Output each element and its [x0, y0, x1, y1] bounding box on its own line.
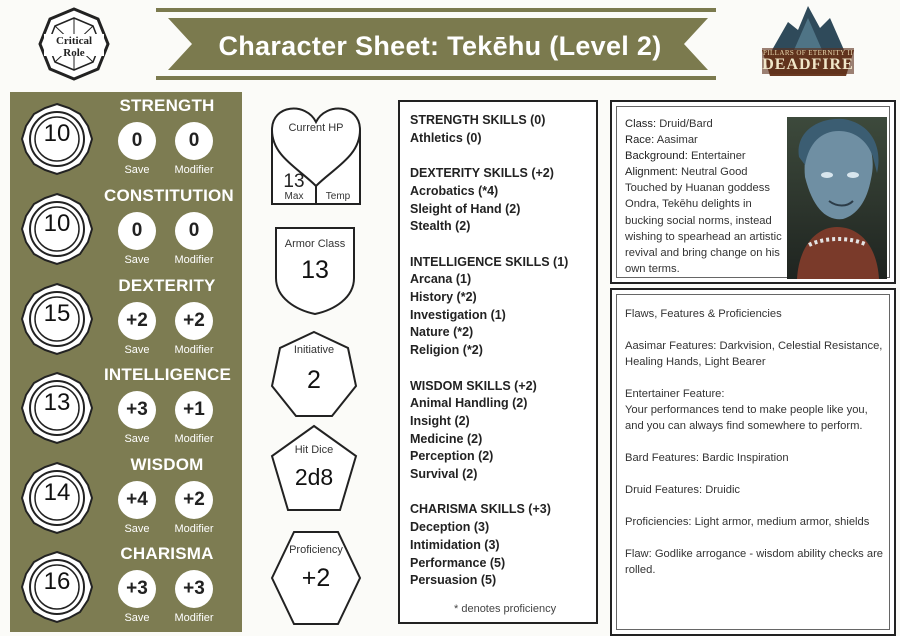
modifier-caption: Modifier	[174, 254, 214, 266]
character-portrait	[787, 117, 887, 279]
skill-item: Persuasion (5)	[410, 573, 497, 588]
deadfire-logo-title: DEADFIRE	[762, 56, 854, 73]
skill-group-heading: INTELLIGENCE SKILLS (1)	[410, 254, 569, 269]
features-text	[625, 306, 887, 578]
save-caption: Save	[124, 254, 150, 266]
armor-class-shield	[274, 226, 356, 316]
current-hp-heart	[268, 100, 364, 206]
save-value: +3	[118, 570, 156, 608]
ability-row-wisdom	[10, 455, 242, 543]
save-caption: Save	[124, 433, 150, 445]
skill-item: Nature (*2)	[410, 325, 474, 340]
skill-item: Insight (2)	[410, 413, 470, 428]
ability-score: 14	[43, 479, 71, 506]
ability-row-constitution	[10, 186, 242, 274]
bio-alignment: Alignment: Neutral Good	[625, 166, 748, 179]
ability-score: 10	[43, 120, 71, 147]
skill-group	[410, 112, 592, 147]
features-box	[610, 288, 896, 636]
skill-item: Athletics (0)	[410, 130, 482, 145]
skill-item: Performance (5)	[410, 555, 506, 570]
save-value: +2	[118, 302, 156, 340]
features-inner-frame	[616, 294, 890, 630]
modifier-caption: Modifier	[174, 612, 214, 624]
modifier-caption: Modifier	[174, 433, 214, 445]
skill-item: Perception (2)	[410, 449, 494, 464]
skill-item: Intimidation (3)	[410, 537, 500, 552]
aasimar-features: Aasimar Features: Darkvision, Celestial Resistance, Healing Hands, Light Bearer	[625, 340, 883, 368]
modifier-caption: Modifier	[174, 164, 214, 176]
save-caption: Save	[124, 344, 150, 356]
skill-item: Medicine (2)	[410, 431, 483, 446]
hp-max-label: Max	[284, 191, 304, 202]
ability-name: CHARISMA	[120, 544, 214, 563]
skill-item: History (*2)	[410, 290, 477, 304]
title-rule-bottom	[156, 76, 716, 80]
features-title: Flaws, Features & Proficiencies	[625, 308, 782, 320]
save-caption: Save	[124, 523, 150, 535]
skill-group-heading: CHARISMA SKILLS (+3)	[410, 502, 551, 517]
modifier-value: +1	[175, 391, 213, 429]
hp-temp-label: Temp	[325, 191, 351, 202]
ability-row-dexterity	[10, 276, 242, 364]
skill-item: Animal Handling (2)	[410, 396, 528, 411]
title-rule-top	[156, 8, 716, 12]
character-bio-box	[610, 100, 896, 284]
initiative-heptagon	[270, 330, 358, 420]
skills-list	[410, 112, 592, 608]
save-caption: Save	[124, 164, 150, 176]
bio-description: Touched by Huanan goddess Ondra, Tekēhu delights in bucking social norms, instead wishing to spearhead an artistic revival and bring change on his own terms.	[625, 182, 782, 275]
save-value: +3	[118, 391, 156, 429]
skill-item: Stealth (2)	[410, 219, 471, 234]
initiative-value: 2	[307, 366, 321, 394]
modifier-value: +2	[175, 481, 213, 519]
skill-item: Investigation (1)	[410, 307, 506, 322]
ability-scores-panel	[10, 92, 242, 632]
skill-item: Arcana (1)	[410, 272, 472, 287]
skill-group	[410, 165, 592, 236]
ability-name: CONSTITUTION	[104, 186, 234, 205]
skill-item: Religion (*2)	[410, 343, 483, 358]
skill-group	[410, 501, 592, 590]
druid-features: Druid Features: Druidic	[625, 484, 741, 496]
bio-text	[625, 116, 785, 277]
ability-row-charisma	[10, 544, 242, 632]
skill-item: Survival (2)	[410, 467, 478, 482]
ability-name: STRENGTH	[119, 96, 215, 115]
ability-row-intelligence	[10, 365, 242, 453]
save-value: 0	[118, 122, 156, 160]
skill-item: Deception (3)	[410, 520, 490, 535]
critical-role-logo	[38, 6, 110, 82]
skills-footnote: * denotes proficiency	[454, 603, 557, 615]
modifier-value: +3	[175, 570, 213, 608]
bio-inner-frame	[616, 106, 890, 278]
modifier-value: 0	[175, 212, 213, 250]
bio-background: Background: Entertainer	[625, 150, 746, 163]
hit-dice-label: Hit Dice	[294, 444, 334, 456]
save-value: +4	[118, 481, 156, 519]
ability-name: DEXTERITY	[118, 276, 216, 295]
deadfire-logo-subtitle: PILLARS OF ETERNITY II	[762, 49, 853, 57]
ability-score: 16	[43, 568, 71, 595]
modifier-caption: Modifier	[174, 344, 214, 356]
bio-class: Class: Druid/Bard	[625, 118, 713, 130]
hit-dice-pentagon	[270, 424, 358, 512]
proficiencies: Proficiencies: Light armor, medium armor, shields	[625, 516, 870, 528]
armor-class-label: Armor Class	[284, 238, 346, 250]
modifier-value: 0	[175, 122, 213, 160]
proficiency-hexagon	[270, 530, 362, 626]
svg-text:Role: Role	[63, 47, 85, 59]
skill-group-heading: STRENGTH SKILLS (0)	[410, 113, 546, 127]
skill-item: Acrobatics (*4)	[410, 183, 499, 198]
skill-group-heading: DEXTERITY SKILLS (+2)	[410, 166, 554, 181]
bard-features: Bard Features: Bardic Inspiration	[625, 452, 789, 464]
hp-label: Current HP	[288, 122, 344, 134]
proficiency-label: Proficiency	[289, 544, 343, 556]
hit-dice-value: 2d8	[294, 464, 334, 490]
initiative-label: Initiative	[293, 344, 335, 356]
ability-score: 10	[43, 210, 71, 237]
armor-class-value: 13	[301, 256, 329, 284]
skill-group	[410, 378, 592, 484]
skill-item: Sleight of Hand (2)	[410, 201, 521, 216]
page-title: Character Sheet: Tekēhu (Level 2)	[218, 31, 662, 61]
modifier-caption: Modifier	[174, 523, 214, 535]
skill-group-heading: WISDOM SKILLS (+2)	[410, 378, 537, 393]
save-caption: Save	[124, 612, 150, 624]
flaw: Flaw: Godlike arrogance - wisdom ability checks are rolled.	[625, 548, 884, 576]
ability-score: 15	[43, 300, 71, 327]
ability-score: 13	[43, 389, 71, 416]
hp-max-value: 13	[283, 171, 305, 192]
modifier-value: +2	[175, 302, 213, 340]
ability-name: WISDOM	[130, 455, 204, 474]
svg-text:Critical: Critical	[55, 35, 93, 47]
skills-box	[398, 100, 598, 624]
ability-row-strength	[10, 96, 242, 184]
skill-group	[410, 254, 592, 360]
save-value: 0	[118, 212, 156, 250]
entertainer-feature: Entertainer Feature: Your performances tend to make people like you, and you can always find somewhere to perform.	[625, 388, 868, 432]
bio-race: Race: Aasimar	[625, 134, 698, 147]
ability-name: INTELLIGENCE	[104, 365, 232, 384]
proficiency-value: +2	[301, 564, 331, 592]
